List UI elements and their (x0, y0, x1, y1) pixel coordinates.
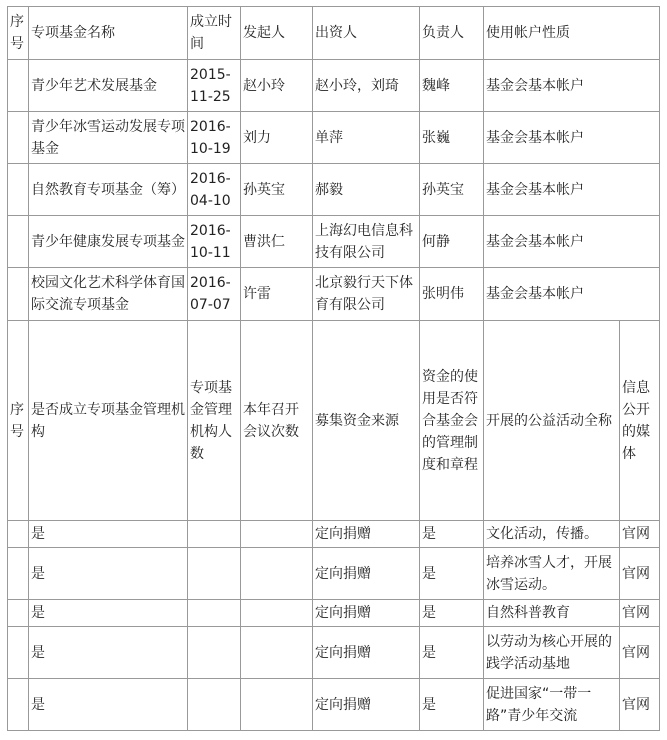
cell-established: 是 (29, 600, 188, 627)
cell-no (8, 548, 29, 600)
cell-fund-name: 自然教育专项基金（筹） (29, 164, 188, 216)
cell-manager: 张巍 (420, 112, 484, 164)
cell-no (8, 216, 29, 268)
table-row (8, 679, 660, 731)
table-row (8, 268, 660, 321)
table-row (8, 600, 660, 627)
cell-date: 2016-04-10 (188, 164, 241, 216)
header-funding-source: 募集资金来源 (313, 321, 420, 521)
cell-no (8, 60, 29, 112)
cell-manager: 魏峰 (420, 60, 484, 112)
table-row (8, 627, 660, 679)
cell-date: 2016-10-11 (188, 216, 241, 268)
cell-date: 2016-10-19 (188, 112, 241, 164)
cell-media: 官网 (620, 627, 660, 679)
cell-compliant: 是 (420, 548, 484, 600)
cell-no (8, 112, 29, 164)
cell-meetings (241, 548, 313, 600)
cell-account: 基金会基本帐户 (484, 164, 660, 216)
cell-media: 官网 (620, 600, 660, 627)
cell-staff (188, 627, 241, 679)
cell-funder: 郝毅 (313, 164, 420, 216)
cell-initiator: 刘力 (241, 112, 313, 164)
cell-staff (188, 679, 241, 731)
cell-funder: 赵小玲，刘琦 (313, 60, 420, 112)
header-disclosure-media: 信息公开的媒体 (620, 321, 660, 521)
cell-account: 基金会基本帐户 (484, 112, 660, 164)
cell-no (8, 600, 29, 627)
cell-established: 是 (29, 679, 188, 731)
cell-staff (188, 600, 241, 627)
cell-no (8, 679, 29, 731)
cell-activity: 自然科普教育 (484, 600, 620, 627)
cell-funder: 上海幻电信息科技有限公司 (313, 216, 420, 268)
cell-established: 是 (29, 627, 188, 679)
cell-established: 是 (29, 521, 188, 548)
cell-manager: 何静 (420, 216, 484, 268)
cell-date: 2016-07-07 (188, 268, 241, 321)
cell-no (8, 164, 29, 216)
cell-source: 定向捐赠 (313, 679, 420, 731)
cell-fund-name: 青少年冰雪运动发展专项基金 (29, 112, 188, 164)
cell-funder: 单萍 (313, 112, 420, 164)
cell-activity: 以劳动为核心开展的践学活动基地 (484, 627, 620, 679)
header-management-established: 是否成立专项基金管理机构 (29, 321, 188, 521)
cell-account: 基金会基本帐户 (484, 268, 660, 321)
header-no: 序号 (8, 321, 29, 521)
cell-compliant: 是 (420, 627, 484, 679)
cell-funder: 北京毅行天下体育有限公司 (313, 268, 420, 321)
cell-account: 基金会基本帐户 (484, 60, 660, 112)
cell-activity: 培养冰雪人才，开展冰雪运动。 (484, 548, 620, 600)
cell-meetings (241, 521, 313, 548)
cell-source: 定向捐赠 (313, 521, 420, 548)
cell-staff (188, 521, 241, 548)
table-row (8, 548, 660, 600)
table-row (8, 216, 660, 268)
cell-meetings (241, 600, 313, 627)
table-row (8, 112, 660, 164)
header-fund-name: 专项基金名称 (29, 7, 188, 60)
header-management-staff: 专项基金管理机构人数 (188, 321, 241, 521)
cell-account: 基金会基本帐户 (484, 216, 660, 268)
cell-activity: 促进国家“一带一路”青少年交流 (484, 679, 620, 731)
table-row (8, 521, 660, 548)
cell-compliant: 是 (420, 521, 484, 548)
header-established-date: 成立时间 (188, 7, 241, 60)
cell-no (8, 521, 29, 548)
cell-activity: 文化活动，传播。 (484, 521, 620, 548)
cell-no (8, 627, 29, 679)
header-funder: 出资人 (313, 7, 420, 60)
cell-established: 是 (29, 548, 188, 600)
table1-header-row (8, 7, 660, 60)
cell-initiator: 曹洪仁 (241, 216, 313, 268)
cell-source: 定向捐赠 (313, 548, 420, 600)
header-activity-name: 开展的公益活动全称 (484, 321, 620, 521)
special-fund-table (7, 6, 660, 731)
header-account-type: 使用帐户性质 (484, 7, 660, 60)
cell-compliant: 是 (420, 679, 484, 731)
header-initiator: 发起人 (241, 7, 313, 60)
cell-media: 官网 (620, 679, 660, 731)
cell-meetings (241, 627, 313, 679)
cell-date: 2015-11-25 (188, 60, 241, 112)
cell-staff (188, 548, 241, 600)
cell-media: 官网 (620, 548, 660, 600)
cell-initiator: 赵小玲 (241, 60, 313, 112)
cell-initiator: 许雷 (241, 268, 313, 321)
header-compliance: 资金的使用是否符合基金会的管理制度和章程 (420, 321, 484, 521)
cell-source: 定向捐赠 (313, 600, 420, 627)
header-no: 序号 (8, 7, 29, 60)
cell-media: 官网 (620, 521, 660, 548)
cell-manager: 张明伟 (420, 268, 484, 321)
table2-header-row (8, 321, 660, 521)
header-manager: 负责人 (420, 7, 484, 60)
cell-initiator: 孙英宝 (241, 164, 313, 216)
cell-fund-name: 青少年艺术发展基金 (29, 60, 188, 112)
cell-manager: 孙英宝 (420, 164, 484, 216)
cell-fund-name: 校园文化艺术科学体育国际交流专项基金 (29, 268, 188, 321)
cell-no (8, 268, 29, 321)
header-meetings-count: 本年召开会议次数 (241, 321, 313, 521)
cell-meetings (241, 679, 313, 731)
cell-source: 定向捐赠 (313, 627, 420, 679)
table-row (8, 164, 660, 216)
cell-compliant: 是 (420, 600, 484, 627)
table-row (8, 60, 660, 112)
cell-fund-name: 青少年健康发展专项基金 (29, 216, 188, 268)
